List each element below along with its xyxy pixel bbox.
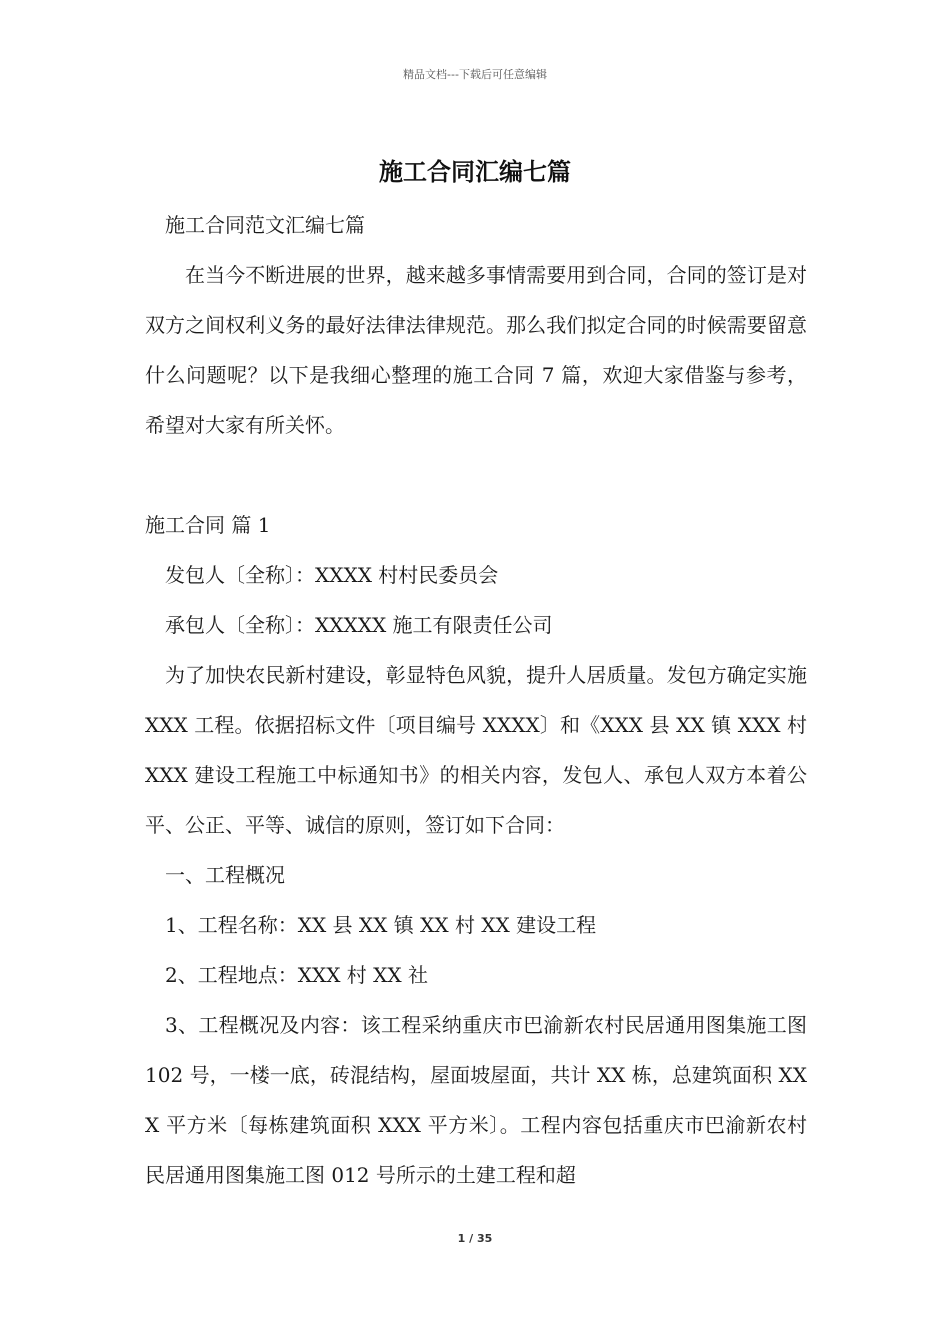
document-subtitle: 施工合同范文汇编七篇 [165,213,365,237]
page-number: 1 / 35 [457,1232,493,1245]
party-b-line: 承包人〔全称〕：XXXXX 施工有限责任公司 [165,613,553,637]
party-a-line: 发包人〔全称〕：XXXX 村村民委员会 [165,563,499,587]
document-body [145,200,807,1200]
preamble-paragraph: 为了加快农民新村建设，彰显特色风貌，提升人居质量。发包方确定实施 XXX 工程。依据招标文件〔项目编号 XXXX〕和《XXX 县 XX 镇 XXX 村 XXX 建设工程施工中标通知书》的相关内容，发包人、承包人双方本着公平、公正、平等、诚信的原则，签订如下合同： [145,663,807,837]
chapter-heading: 一、工程概况 [165,863,285,887]
document-title: 施工合同汇编七篇 [379,158,571,186]
section-heading: 施工合同 篇 1 [145,513,271,537]
list-item: 2、工程地点：XXX 村 XX 社 [165,963,428,987]
page-header: 精品文档---下载后可任意编辑 [403,68,547,81]
list-item: 1、工程名称：XX 县 XX 镇 XX 村 XX 建设工程 [165,913,597,937]
intro-paragraph: 在当今不断进展的世界，越来越多事情需要用到合同，合同的签订是对双方之间权利义务的最好法律法律规范。那么我们拟定合同的时候需要留意什么问题呢？以下是我细心整理的施工合同 7 篇，欢迎大家借鉴与参考，希望对大家有所关怀。 [145,263,807,437]
list-item: 3、工程概况及内容：该工程采纳重庆市巴渝新农村民居通用图集施工图 102 号，一楼一底，砖混结构，屋面坡屋面，共计 XX 栋，总建筑面积 XXX 平方米〔每栋建筑面积 XXX 平方米〕。工程内容包括重庆市巴渝新农村民居通用图集施工图 012 号所示的土建工程和超 [145,1013,807,1187]
paragraph-gap [145,450,807,500]
